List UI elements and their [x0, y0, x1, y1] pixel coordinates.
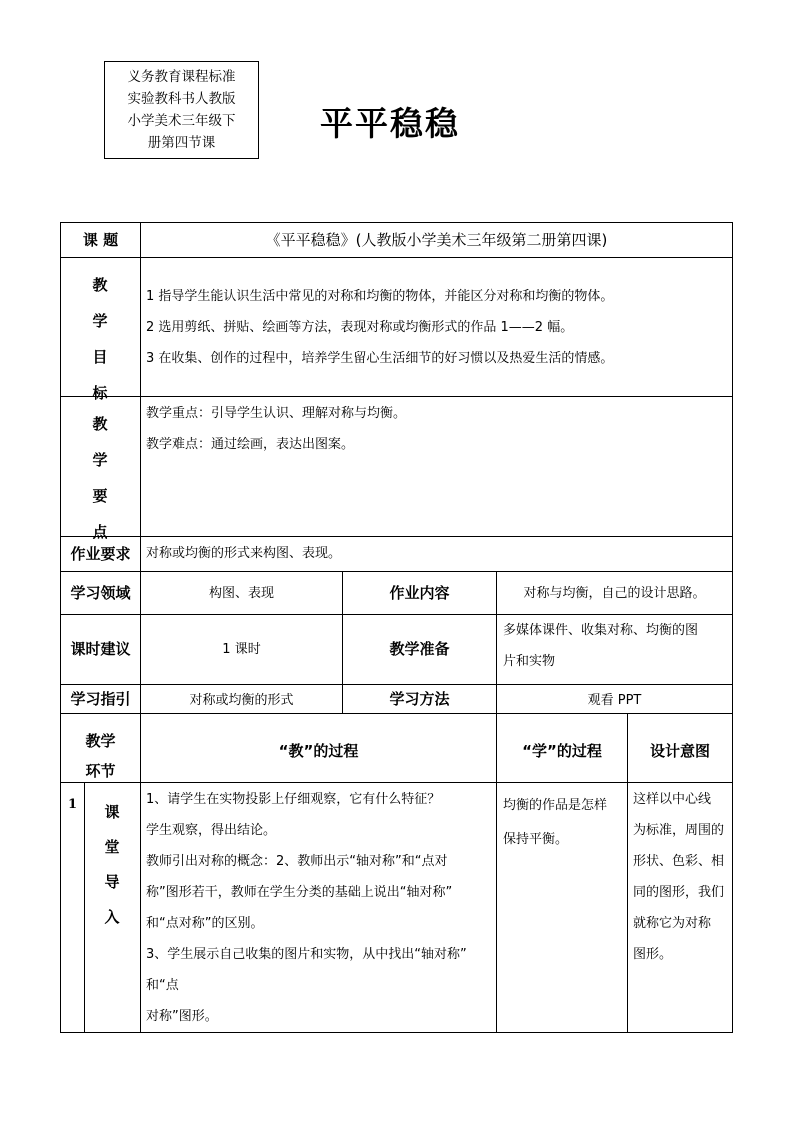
prep-value-line: 片和实物: [503, 654, 556, 669]
goal-item: 2 选用剪纸、拼贴、绘画等方法，表现对称或均衡形式的作品 1——2 幅。: [146, 320, 574, 335]
teach-header: “教”的过程: [278, 742, 359, 760]
homework-label: 作业要求: [70, 545, 131, 563]
intent-line: 为标准，周围的: [633, 823, 725, 838]
intent-line: 同的图形，我们: [633, 885, 725, 900]
method-value: 观看 PPT: [587, 693, 642, 708]
learn-line: 均衡的作品是怎样: [503, 798, 608, 813]
teach-line: 对称”图形。: [146, 1009, 218, 1024]
curriculum-badge: [104, 61, 259, 159]
badge-line: 小学美术三年级下: [127, 113, 236, 129]
homework-value: 对称或均衡的形式来构图、表现。: [146, 546, 342, 561]
page-title: 平平稳稳: [320, 104, 460, 143]
goal-item: 1 指导学生能认识生活中常见的对称和均衡的物体，并能区分对称和均衡的物体。: [146, 289, 614, 304]
intent-line: 图形。: [633, 947, 673, 962]
learn-header: “学”的过程: [522, 742, 602, 760]
teach-line: 学生观察，得出结论。: [146, 823, 277, 838]
badge-line: 义务教育课程标准: [127, 69, 236, 85]
stage-header: 教学 环节: [85, 732, 116, 780]
method-label: 学习方法: [389, 690, 450, 708]
badge-line: 实验教科书人教版: [127, 91, 236, 107]
goal-label: 教 学 目 标: [92, 276, 108, 402]
intent-line: 就称它为对称: [633, 916, 712, 931]
stage-label: 课 堂 导 入: [104, 803, 120, 926]
hours-label: 课时建议: [70, 640, 131, 658]
intent-line: 这样以中心线: [633, 792, 712, 807]
field-value: 构图、表现: [208, 586, 274, 601]
prep-label: 教学准备: [389, 640, 450, 658]
topic-label: 课 题: [82, 231, 119, 249]
teach-line: 1、请学生在实物投影上仔细观察，它有什么特征？: [146, 792, 441, 807]
teach-line: 教师引出对称的概念：2、教师出示“轴对称”和“点对: [146, 854, 448, 869]
prep-value-line: 多媒体课件、收集对称、均衡的图: [503, 623, 699, 638]
teach-line: 和“点: [146, 978, 179, 993]
hw-content-value: 对称与均衡，自己的设计思路。: [523, 586, 706, 601]
teach-line: 称”图形若干，教师在学生分类的基础上说出“轴对称”: [146, 885, 453, 900]
teach-line: 和“点对称”的区别。: [146, 916, 264, 931]
key-points-label: 教 学 要 点: [92, 415, 108, 541]
hours-value: 1 课时: [222, 642, 261, 657]
intent-line: 形状、色彩、相: [633, 854, 725, 869]
teach-line: 3、学生展示自己收集的图片和实物，从中找出“轴对称”: [146, 947, 467, 962]
key-point-item: 教学重点：引导学生认识、理解对称与均衡。: [146, 406, 407, 421]
guide-label: 学习指引: [70, 690, 131, 708]
topic-value: 《平平稳稳》(人教版小学美术三年级第二册第四课): [265, 231, 608, 249]
key-point-item: 教学难点：通过绘画，表达出图案。: [146, 437, 355, 452]
learn-line: 保持平衡。: [503, 832, 569, 847]
badge-line: 册第四节课: [147, 135, 216, 151]
goal-item: 3 在收集、创作的过程中，培养学生留心生活细节的好习惯以及热爱生活的情感。: [146, 351, 614, 366]
row-number: 1: [67, 797, 78, 812]
hw-content-label: 作业内容: [389, 584, 450, 602]
guide-value: 对称或均衡的形式: [189, 693, 294, 708]
field-label: 学习领域: [70, 584, 131, 602]
intent-header: 设计意图: [649, 742, 710, 760]
